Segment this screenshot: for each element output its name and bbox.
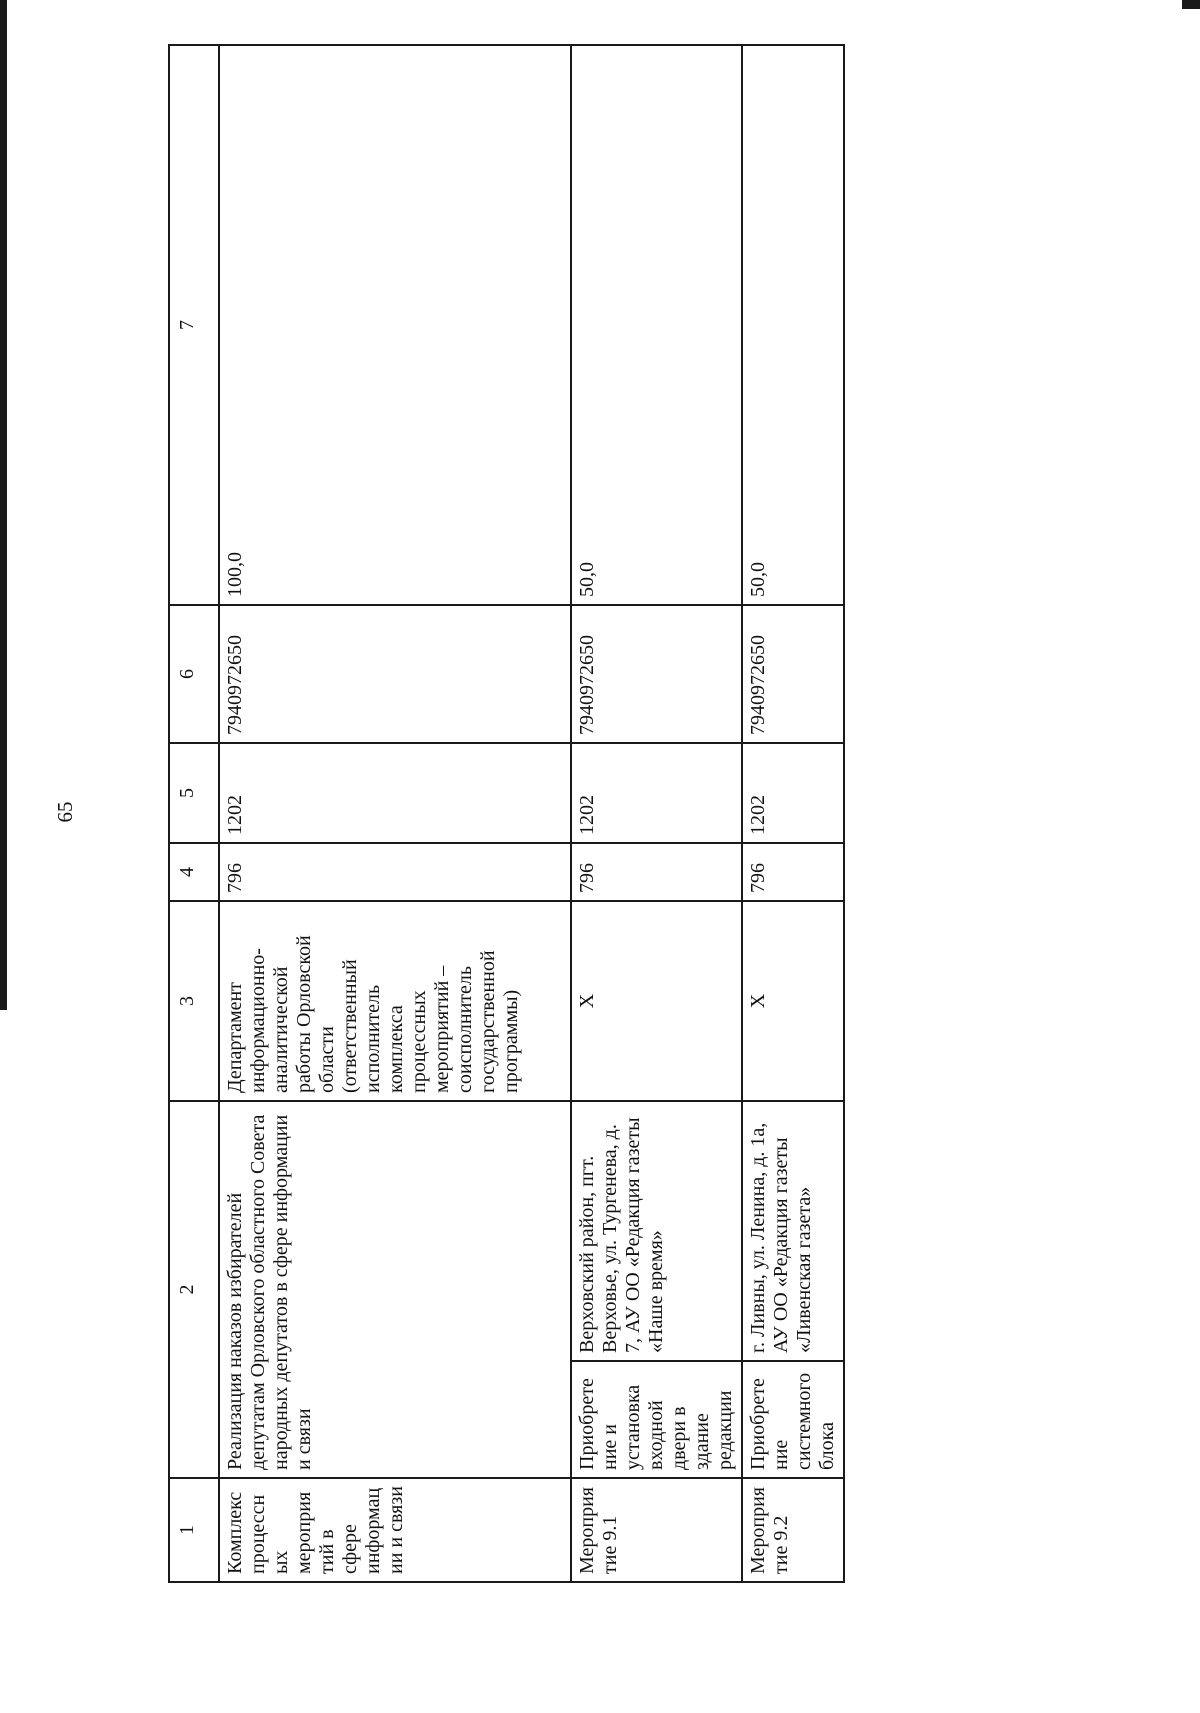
- scan-edge-mark: [0, 0, 7, 1010]
- row2-col2a: Приобретение и установка входной двери в здание редакции: [571, 1361, 742, 1478]
- row2-col5: 1202: [571, 743, 742, 843]
- row1-col3: Департамент информационно-аналитической работы Орловской области (ответственный исполнитель комплекса процессных мероприятий – соисполнитель государственной программы): [219, 901, 571, 1101]
- header-cell-3: 3: [169, 901, 219, 1101]
- row3-col7: 50,0: [742, 45, 844, 605]
- row2-col7: 50,0: [571, 45, 742, 605]
- table-row: [219, 45, 571, 1582]
- row3-col3: Х: [742, 901, 844, 1101]
- table-row: [571, 45, 742, 1582]
- header-cell-4: 4: [169, 843, 219, 901]
- row1-col1: Комплекс процессных мероприятий в сфере информации и связи: [219, 1478, 571, 1582]
- row1-col4: 796: [219, 843, 571, 901]
- program-table: [168, 44, 845, 1583]
- row1-col6: 7940972650: [219, 605, 571, 743]
- page-number: 65: [53, 801, 77, 823]
- rotated-table-frame: [168, 46, 838, 1583]
- table-row: [742, 45, 844, 1582]
- row2-col3: Х: [571, 901, 742, 1101]
- row3-col5: 1202: [742, 743, 844, 843]
- header-row: [169, 45, 219, 1582]
- header-cell-2: 2: [169, 1101, 219, 1478]
- header-cell-5: 5: [169, 743, 219, 843]
- row3-col2b: г. Ливны, ул. Ленина, д. 1а, АУ ОО «Редакция газеты «Ливенская газета»: [742, 1101, 844, 1361]
- row2-col1: Мероприятие 9.1: [571, 1478, 742, 1582]
- row2-col4: 796: [571, 843, 742, 901]
- row2-col6: 7940972650: [571, 605, 742, 743]
- rotated-table-content: [168, 46, 838, 1583]
- row3-col4: 796: [742, 843, 844, 901]
- header-cell-7: 7: [169, 45, 219, 605]
- header-cell-1: 1: [169, 1478, 219, 1582]
- row1-col2: Реализация наказов избирателей депутатам Орловского областного Совета народных депутатов в сфере информации и связи: [219, 1101, 571, 1478]
- row3-col2a: Приобретение системного блока: [742, 1361, 844, 1478]
- scan-corner-mark: [1182, 0, 1200, 9]
- row1-col7: 100,0: [219, 45, 571, 605]
- row2-col2b: Верховский район, пгт. Верховье, ул. Тургенева, д. 7, АУ ОО «Редакция газеты «Наше время»: [571, 1101, 742, 1361]
- row3-col6: 7940972650: [742, 605, 844, 743]
- row1-col5: 1202: [219, 743, 571, 843]
- row3-col1: Мероприятие 9.2: [742, 1478, 844, 1582]
- header-cell-6: 6: [169, 605, 219, 743]
